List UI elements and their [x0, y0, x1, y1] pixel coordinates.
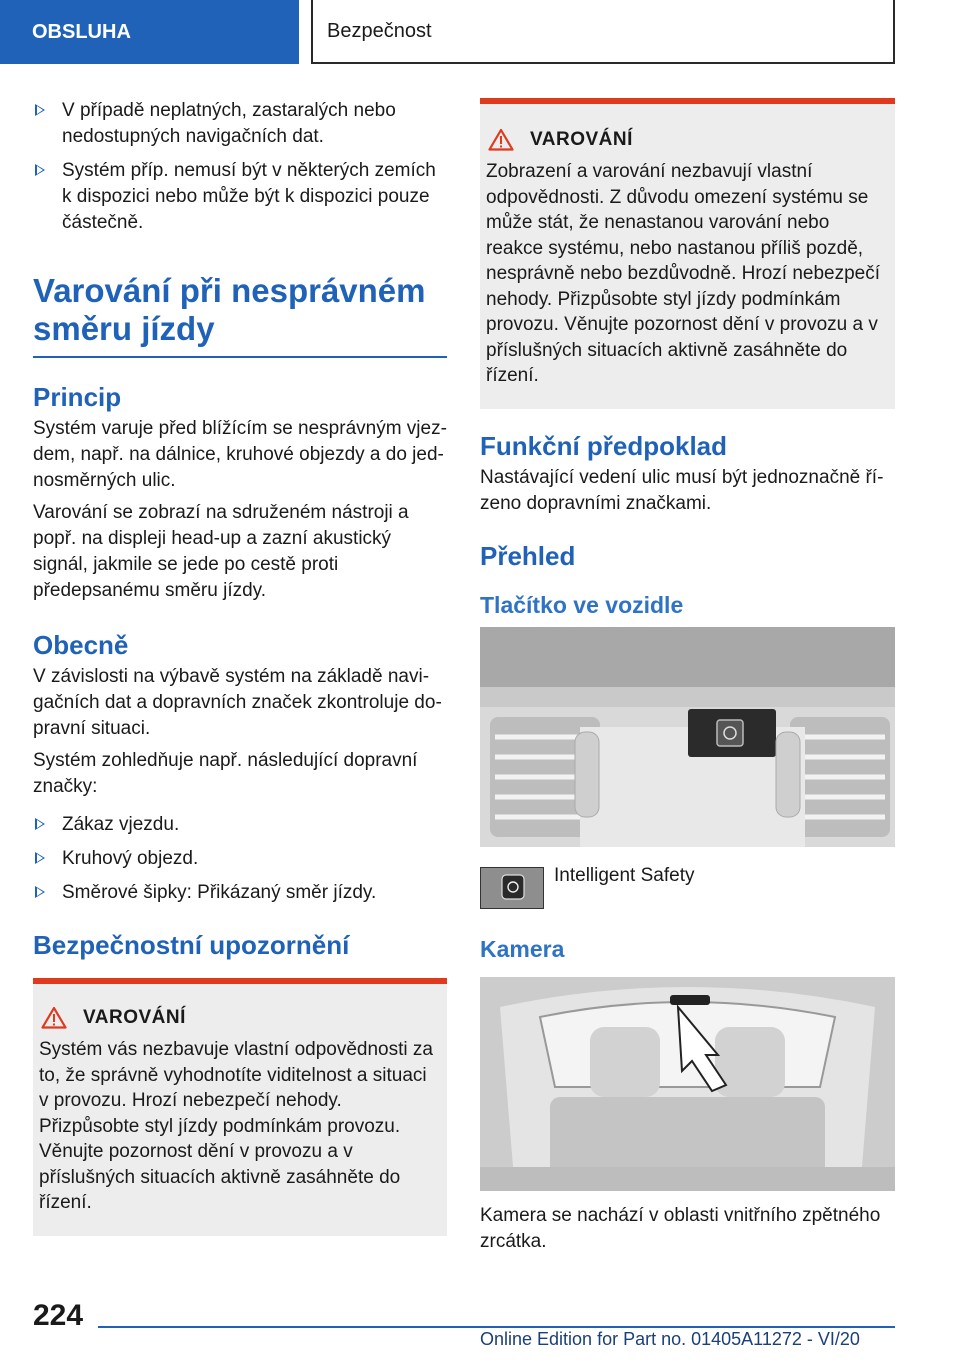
bullet-list-signs — [33, 812, 447, 906]
warning-triangle-icon — [488, 128, 514, 151]
warning-title: VAROVÁNÍ — [530, 128, 633, 150]
bullet-triangle-icon — [35, 104, 45, 116]
intelligent-safety-button-icon — [480, 867, 544, 909]
bullet-list-top — [33, 98, 447, 236]
warning-triangle-icon — [41, 1006, 67, 1029]
heading-prehled: Přehled — [480, 540, 576, 571]
heading-obecne: Obecně — [33, 630, 129, 660]
warning-text: Systém vás nezbavuje vlastní odpovědnosti za to, že správně vyhodnotíte viditelnost a situaci v provozu. Hrozí nebezpečí nehody. Přizpůsobte styl jízdy podmínkám provozu. Věnujte pozornost dění v provozu a v příslušných situacích aktivně zasáhněte do řízení. — [39, 1039, 433, 1213]
camera-location-photo — [480, 977, 895, 1191]
obecne-text-2: Systém zohledňuje např. následující dopravní značky: — [33, 750, 418, 797]
subheading-camera: Kamera — [480, 935, 565, 962]
subheading-button: Tlačítko ve vozidle — [480, 591, 684, 618]
list-item: Kruhový objezd. — [33, 846, 447, 872]
list-item: V případě neplatných, zastaralých nebo nedostupných navigačních dat. — [33, 98, 447, 150]
warning-title: VAROVÁNÍ — [83, 1006, 186, 1028]
heading-funkcni: Funkční předpoklad — [480, 430, 728, 461]
list-item: Systém příp. nemusí být v některých zemích k dispozici nebo může být k dispozici pouze částečně. — [33, 158, 447, 236]
main-heading: Varování při nesprávném směru jízdy — [33, 272, 426, 347]
heading-safety: Bezpečnostní upozornění — [33, 930, 350, 960]
footer-edition: Online Edition for Part no. 01405A11272 - VI/20 — [480, 1329, 860, 1349]
button-label: Intelligent Safety — [554, 864, 695, 886]
section-title: OBSLUHA — [32, 20, 131, 43]
right-column — [480, 98, 895, 1261]
camera-caption: Kamera se nachází v oblasti vnitřního zpětného zrcátka. — [480, 1204, 881, 1252]
warning-text: Zobrazení a varování nezbavují vlastní odpovědnosti. Z důvodu omezení systému se může stát, že nenastanou varování nebo reakce systému, nebo nastanou příliš pozdě, nesprávně nebo bezdůvodně. Hrozí nebezpečí nehody. Přizpůsobte styl jízdy podmínkám provozu. Věnujte pozornost dění v provozu a v příslušných situacích aktivně zasáhněte do řízení. — [486, 161, 880, 386]
princip-text-2: Varování se zobrazí na sdruženém nástroji a popř. na displeji head-up a zazní akustický signál, jakmile se jede po cestě proti předepsanému směru jízdy. — [33, 502, 409, 601]
left-column — [33, 98, 447, 1236]
button-legend — [480, 864, 895, 909]
bullet-triangle-icon — [35, 886, 45, 898]
page-number: 224 — [33, 1299, 84, 1332]
chapter-tab — [311, 0, 895, 64]
warning-box — [33, 978, 447, 1236]
list-item: Zákaz vjezdu. — [33, 812, 447, 838]
list-item: Směrové šipky: Přikázaný směr jízdy. — [33, 880, 447, 906]
section-tab — [0, 0, 299, 64]
obecne-text-1: V závislosti na výbavě systém na základě navigačních dat a dopravních značek zkontroluje dopravní situaci. — [33, 666, 442, 739]
bullet-triangle-icon — [35, 818, 45, 830]
warning-box — [480, 98, 895, 409]
princip-text-1: Systém varuje před blížícím se nesprávným vjezdem, např. na dálnice, kruhové objezdy a do jednosměrných ulic. — [33, 418, 447, 491]
bullet-triangle-icon — [35, 852, 45, 864]
footer-rule — [98, 1326, 895, 1328]
heading-princip: Princip — [33, 382, 122, 412]
dashboard-button-photo — [480, 627, 895, 847]
funkcni-text: Nastávající vedení ulic musí být jednoznačně řízeno dopravními značkami. — [480, 466, 884, 514]
chapter-title: Bezpečnost — [327, 19, 432, 42]
bullet-triangle-icon — [35, 164, 45, 176]
